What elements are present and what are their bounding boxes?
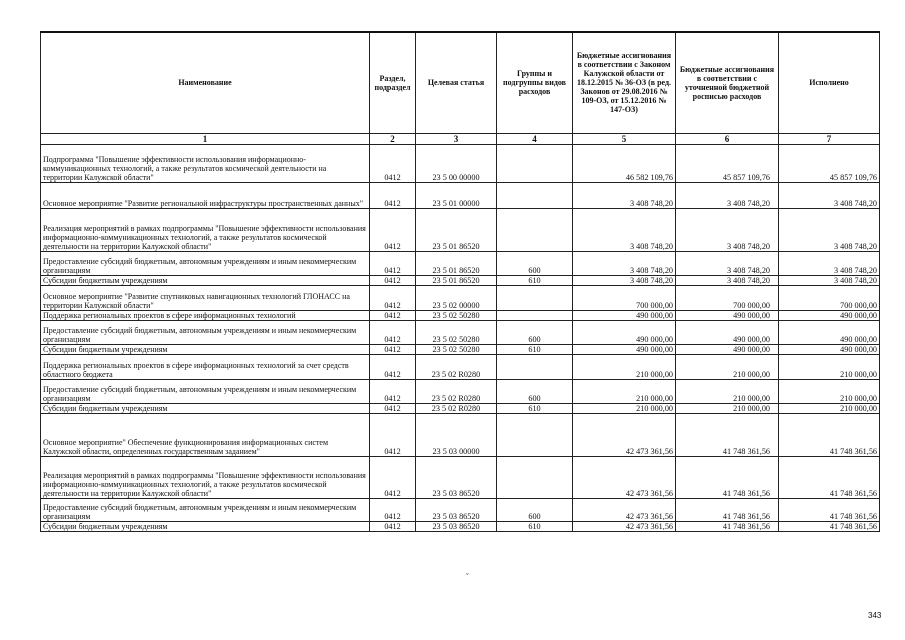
row-name: Субсидии бюджетным учреждениям <box>41 521 370 531</box>
row-name: Предоставление субсидий бюджетным, автономным учреждениям и иным некоммерческим организациям <box>41 320 370 344</box>
table-row <box>41 251 880 275</box>
row-law-allocation: 46 582 109,76 <box>573 144 676 182</box>
table-row <box>41 403 880 413</box>
row-law-allocation: 42 473 361,56 <box>573 413 676 456</box>
row-target-article: 23 5 02 R0280 <box>416 354 497 379</box>
row-adjusted-allocation: 41 748 361,56 <box>676 498 779 521</box>
row-adjusted-allocation: 45 857 109,76 <box>676 144 779 182</box>
column-number: 5 <box>573 133 676 144</box>
row-adjusted-allocation: 3 408 748,20 <box>676 182 779 208</box>
row-law-allocation: 3 408 748,20 <box>573 182 676 208</box>
row-section: 0412 <box>370 354 416 379</box>
row-target-article: 23 5 01 86520 <box>416 275 497 285</box>
table-row <box>41 310 880 320</box>
table-row <box>41 144 880 182</box>
row-expense-group: 610 <box>497 521 573 531</box>
row-name: Основное мероприятие "Развитие региональной инфраструктуры пространственных данных" <box>41 182 370 208</box>
table-row <box>41 320 880 344</box>
table-row <box>41 344 880 354</box>
column-number: 2 <box>370 133 416 144</box>
budget-table <box>40 31 880 532</box>
row-name: Поддержка региональных проектов в сфере информационных технологий за счет средств областного бюджета <box>41 354 370 379</box>
row-name: Реализация мероприятий в рамках подпрограммы "Повышение эффективности использования информационно-коммуникационных технологий, а также результатов космической деятельности на территории Калужской области" <box>41 208 370 251</box>
row-law-allocation: 490 000,00 <box>573 310 676 320</box>
row-expense-group <box>497 456 573 498</box>
row-section: 0412 <box>370 413 416 456</box>
row-adjusted-allocation: 490 000,00 <box>676 344 779 354</box>
row-section: 0412 <box>370 403 416 413</box>
row-law-allocation: 210 000,00 <box>573 403 676 413</box>
row-adjusted-allocation: 490 000,00 <box>676 320 779 344</box>
row-executed: 490 000,00 <box>779 344 880 354</box>
row-adjusted-allocation: 490 000,00 <box>676 310 779 320</box>
row-adjusted-allocation: 210 000,00 <box>676 403 779 413</box>
row-name: Поддержка региональных проектов в сфере информационных технологий <box>41 310 370 320</box>
row-target-article: 23 5 03 86520 <box>416 521 497 531</box>
column-number: 4 <box>497 133 573 144</box>
row-adjusted-allocation: 3 408 748,20 <box>676 275 779 285</box>
header-executed: Исполнено <box>779 32 880 133</box>
row-expense-group <box>497 354 573 379</box>
table-row <box>41 354 880 379</box>
table-row <box>41 413 880 456</box>
row-target-article: 23 5 03 86520 <box>416 498 497 521</box>
row-adjusted-allocation: 3 408 748,20 <box>676 208 779 251</box>
row-target-article: 23 5 01 86520 <box>416 251 497 275</box>
table-row <box>41 521 880 531</box>
row-expense-group: 600 <box>497 320 573 344</box>
row-target-article: 23 5 03 86520 <box>416 456 497 498</box>
header-law-allocation: Бюджетные ассигнования в соответствии с Законом Калужской области от 18.12.2015 № 36-ОЗ (в ред. Законов от 29.08.2016 № 109-ОЗ, от 15.12.2016 № 147-ОЗ) <box>573 32 676 133</box>
row-executed: 700 000,00 <box>779 285 880 310</box>
row-executed: 490 000,00 <box>779 320 880 344</box>
row-executed: 3 408 748,20 <box>779 251 880 275</box>
header-target: Целевая статья <box>416 32 497 133</box>
row-adjusted-allocation: 3 408 748,20 <box>676 251 779 275</box>
row-name: Предоставление субсидий бюджетным, автономным учреждениям и иным некоммерческим организациям <box>41 498 370 521</box>
scan-mark: ˇ <box>466 572 469 581</box>
table-row <box>41 208 880 251</box>
row-target-article: 23 5 02 R0280 <box>416 379 497 403</box>
row-target-article: 23 5 02 50280 <box>416 310 497 320</box>
row-adjusted-allocation: 41 748 361,56 <box>676 456 779 498</box>
row-name: Субсидии бюджетным учреждениям <box>41 275 370 285</box>
row-adjusted-allocation: 41 748 361,56 <box>676 413 779 456</box>
row-expense-group <box>497 208 573 251</box>
row-law-allocation: 210 000,00 <box>573 354 676 379</box>
column-number: 3 <box>416 133 497 144</box>
row-law-allocation: 42 473 361,56 <box>573 521 676 531</box>
row-expense-group: 610 <box>497 275 573 285</box>
row-expense-group: 610 <box>497 403 573 413</box>
row-executed: 3 408 748,20 <box>779 208 880 251</box>
row-executed: 3 408 748,20 <box>779 275 880 285</box>
row-target-article: 23 5 03 00000 <box>416 413 497 456</box>
row-law-allocation: 3 408 748,20 <box>573 275 676 285</box>
row-section: 0412 <box>370 379 416 403</box>
row-expense-group: 600 <box>497 379 573 403</box>
row-section: 0412 <box>370 456 416 498</box>
column-number: 1 <box>41 133 370 144</box>
row-law-allocation: 42 473 361,56 <box>573 498 676 521</box>
row-executed: 210 000,00 <box>779 379 880 403</box>
row-expense-group <box>497 285 573 310</box>
row-law-allocation: 700 000,00 <box>573 285 676 310</box>
page-number: 343 <box>868 611 882 620</box>
row-expense-group <box>497 310 573 320</box>
row-law-allocation: 490 000,00 <box>573 320 676 344</box>
row-executed: 210 000,00 <box>779 403 880 413</box>
row-expense-group <box>497 144 573 182</box>
header-adjusted-allocation: Бюджетные ассигнования в соответствии с уточненной бюджетной росписью расходов <box>676 32 779 133</box>
row-expense-group: 610 <box>497 344 573 354</box>
column-number: 7 <box>779 133 880 144</box>
row-law-allocation: 42 473 361,56 <box>573 456 676 498</box>
row-adjusted-allocation: 700 000,00 <box>676 285 779 310</box>
row-target-article: 23 5 01 00000 <box>416 182 497 208</box>
row-executed: 41 748 361,56 <box>779 498 880 521</box>
row-executed: 3 408 748,20 <box>779 182 880 208</box>
row-expense-group: 600 <box>497 498 573 521</box>
table-row <box>41 498 880 521</box>
row-adjusted-allocation: 210 000,00 <box>676 379 779 403</box>
row-section: 0412 <box>370 285 416 310</box>
table-row <box>41 275 880 285</box>
table-row <box>41 182 880 208</box>
row-name: Предоставление субсидий бюджетным, автономным учреждениям и иным некоммерческим организациям <box>41 251 370 275</box>
row-law-allocation: 3 408 748,20 <box>573 208 676 251</box>
row-target-article: 23 5 01 86520 <box>416 208 497 251</box>
row-name: Субсидии бюджетным учреждениям <box>41 403 370 413</box>
column-number: 6 <box>676 133 779 144</box>
row-section: 0412 <box>370 144 416 182</box>
row-section: 0412 <box>370 521 416 531</box>
row-target-article: 23 5 00 00000 <box>416 144 497 182</box>
table-row <box>41 379 880 403</box>
row-target-article: 23 5 02 50280 <box>416 320 497 344</box>
row-target-article: 23 5 02 00000 <box>416 285 497 310</box>
table-row <box>41 285 880 310</box>
table-body <box>41 144 880 531</box>
row-executed: 41 748 361,56 <box>779 456 880 498</box>
row-section: 0412 <box>370 310 416 320</box>
row-executed: 41 748 361,56 <box>779 521 880 531</box>
row-expense-group: 600 <box>497 251 573 275</box>
row-section: 0412 <box>370 251 416 275</box>
row-executed: 490 000,00 <box>779 310 880 320</box>
row-section: 0412 <box>370 208 416 251</box>
row-adjusted-allocation: 41 748 361,56 <box>676 521 779 531</box>
header-name: Наименование <box>41 32 370 133</box>
row-section: 0412 <box>370 320 416 344</box>
row-name: Подпрограмма "Повышение эффективности использования информационно-коммуникационных технологий, а также результатов космической деятельности на территории Калужской области" <box>41 144 370 182</box>
header-group: Группы и подгруппы видов расходов <box>497 32 573 133</box>
table-row <box>41 456 880 498</box>
row-adjusted-allocation: 210 000,00 <box>676 354 779 379</box>
row-name: Основное мероприятие" Обеспечение функционирования информационных систем Калужской области, определенных государственным заданием" <box>41 413 370 456</box>
row-law-allocation: 3 408 748,20 <box>573 251 676 275</box>
row-expense-group <box>497 413 573 456</box>
row-section: 0412 <box>370 498 416 521</box>
row-law-allocation: 210 000,00 <box>573 379 676 403</box>
row-target-article: 23 5 02 R0280 <box>416 403 497 413</box>
row-section: 0412 <box>370 182 416 208</box>
header-section: Раздел, подраздел <box>370 32 416 133</box>
row-name: Основное мероприятие "Развитие спутниковых навигационных технологий ГЛОНАСС на территории Калужской области" <box>41 285 370 310</box>
row-executed: 210 000,00 <box>779 354 880 379</box>
row-expense-group <box>497 182 573 208</box>
row-executed: 41 748 361,56 <box>779 413 880 456</box>
row-name: Субсидии бюджетным учреждениям <box>41 344 370 354</box>
row-section: 0412 <box>370 275 416 285</box>
row-target-article: 23 5 02 50280 <box>416 344 497 354</box>
row-section: 0412 <box>370 344 416 354</box>
row-executed: 45 857 109,76 <box>779 144 880 182</box>
row-name: Предоставление субсидий бюджетным, автономным учреждениям и иным некоммерческим организациям <box>41 379 370 403</box>
row-law-allocation: 490 000,00 <box>573 344 676 354</box>
row-name: Реализация мероприятий в рамках подпрограммы "Повышение эффективности использования информационно-коммуникационных технологий, а также результатов космической деятельности на территории Калужской области" <box>41 456 370 498</box>
